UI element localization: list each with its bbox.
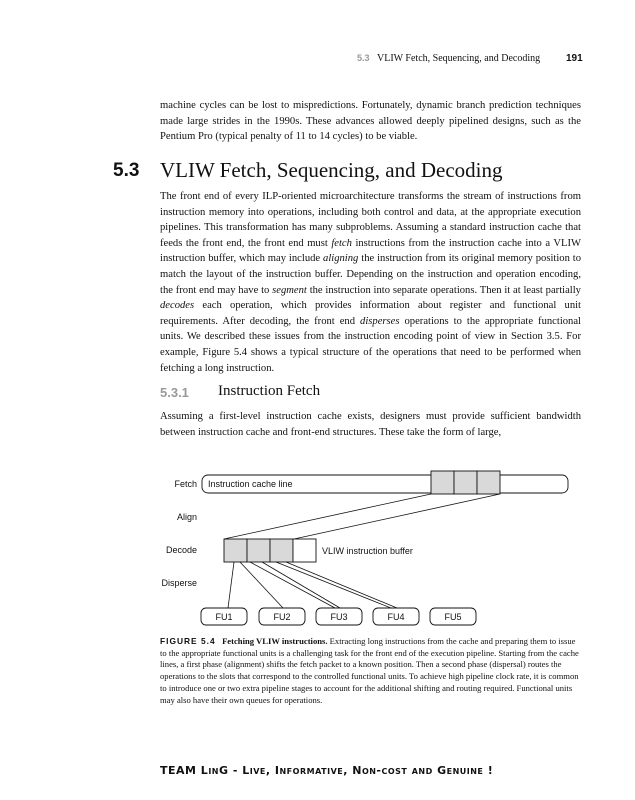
subsection-title: Instruction Fetch: [218, 383, 321, 399]
figure-caption: [160, 636, 581, 706]
stage-label-decode: Decode: [165, 545, 197, 555]
fu-label-2: FU2: [273, 612, 291, 622]
cache-slot-2: [454, 471, 477, 494]
stage-label-align: Align: [176, 512, 197, 522]
emph-segment: segment: [272, 284, 307, 296]
emph-decodes: decodes: [160, 300, 195, 312]
header-section-title: VLIW Fetch, Sequencing, and Decoding: [377, 53, 541, 64]
emph-disperses: disperses: [360, 315, 400, 327]
buffer-slot-3: [270, 539, 293, 562]
emph-fetch: fetch: [331, 237, 352, 249]
fu-label-5: FU5: [444, 612, 462, 622]
fu-label-1: FU1: [215, 612, 233, 622]
cache-slot-3: [477, 471, 500, 494]
stage-label-disperse: Disperse: [161, 578, 197, 588]
figure-title: Fetching VLIW instructions.: [222, 636, 328, 646]
align-line-left: [224, 494, 431, 539]
subsection-number: 5.3.1: [160, 385, 189, 400]
cache-line-label: Instruction cache line: [208, 479, 293, 489]
buffer-slot-4: [293, 539, 316, 562]
section-number: 5.3: [113, 160, 140, 181]
align-line-right: [294, 494, 500, 539]
section-title: VLIW Fetch, Sequencing, and Decoding: [160, 158, 503, 182]
page-footer: TEAM LinG - Live, Informative, Non-cost and Genuine !: [160, 764, 494, 777]
intro-paragraph: machine cycles can be lost to mispredictions. Fortunately, dynamic branch prediction techniques made large strides in the 1990s. These advances allowed deeply pipelined designs, such as the Pentium Pro (typical penalty of 11 to 14 cycles) to be viable.: [160, 100, 581, 143]
buffer-slot-1: [224, 539, 247, 562]
cache-slot-1: [431, 471, 454, 494]
fu-label-3: FU3: [330, 612, 348, 622]
subsection-paragraph: Assuming a first-level instruction cache exists, designers must provide sufficient bandwidth between instruction cache and front-end structures. These take the form of large,: [160, 411, 581, 438]
stage-label-fetch: Fetch: [174, 479, 197, 489]
buffer-slot-2: [247, 539, 270, 562]
buffer-label: VLIW instruction buffer: [322, 546, 413, 556]
emph-aligning: aligning: [323, 253, 359, 265]
figure-caption-text: Extracting long instructions from the cache and preparing them to issue to the appropriate functional units is a challenging task for the front end of the execution pipeline. Starting from the cache lines, a first phase (alignment) shifts the fetch packet to a known position. Then a second phase (dispersal) routes the operations to the slots that correspond to the controlled functional units. To achieve high pipeline clock rate, it is common to introduce one or two extra pipeline stages to account for the additional shifting and routing required. Functional units may also have their own queues for operations.: [160, 636, 579, 705]
fu-label-4: FU4: [387, 612, 405, 622]
header-section-number: 5.3: [357, 53, 370, 63]
section-paragraph: The front end of every ILP-oriented microarchitecture transforms the stream of instructions from instruction memory into operations, including both control and data, at the appropriate execution pipelines. This transformation has many subproblems. Assuming a standard instruction cache that feeds the front end, the front end must fetch instructions from the instruction cache into a VLIW instruction buffer, which may include aligning the instruction from its original memory position to match the layout of the instruction buffer. Depending on the instruction and operation encoding, the front end may have to segment the instruction into separate operations. Then it at least partially decodes each operation, which provides information about register and functional unit requirements. After decoding, the front end disperses operations to the appropriate functional units. We described these issues from the instruction encoding point of view in Section 3.5. For example, Figure 5.4 shows a typical structure of the operations that need to be performed when fetching a long instruction.: [160, 191, 581, 374]
page-number: 191: [566, 53, 583, 64]
figure-label: FIGURE 5.4: [160, 636, 216, 646]
